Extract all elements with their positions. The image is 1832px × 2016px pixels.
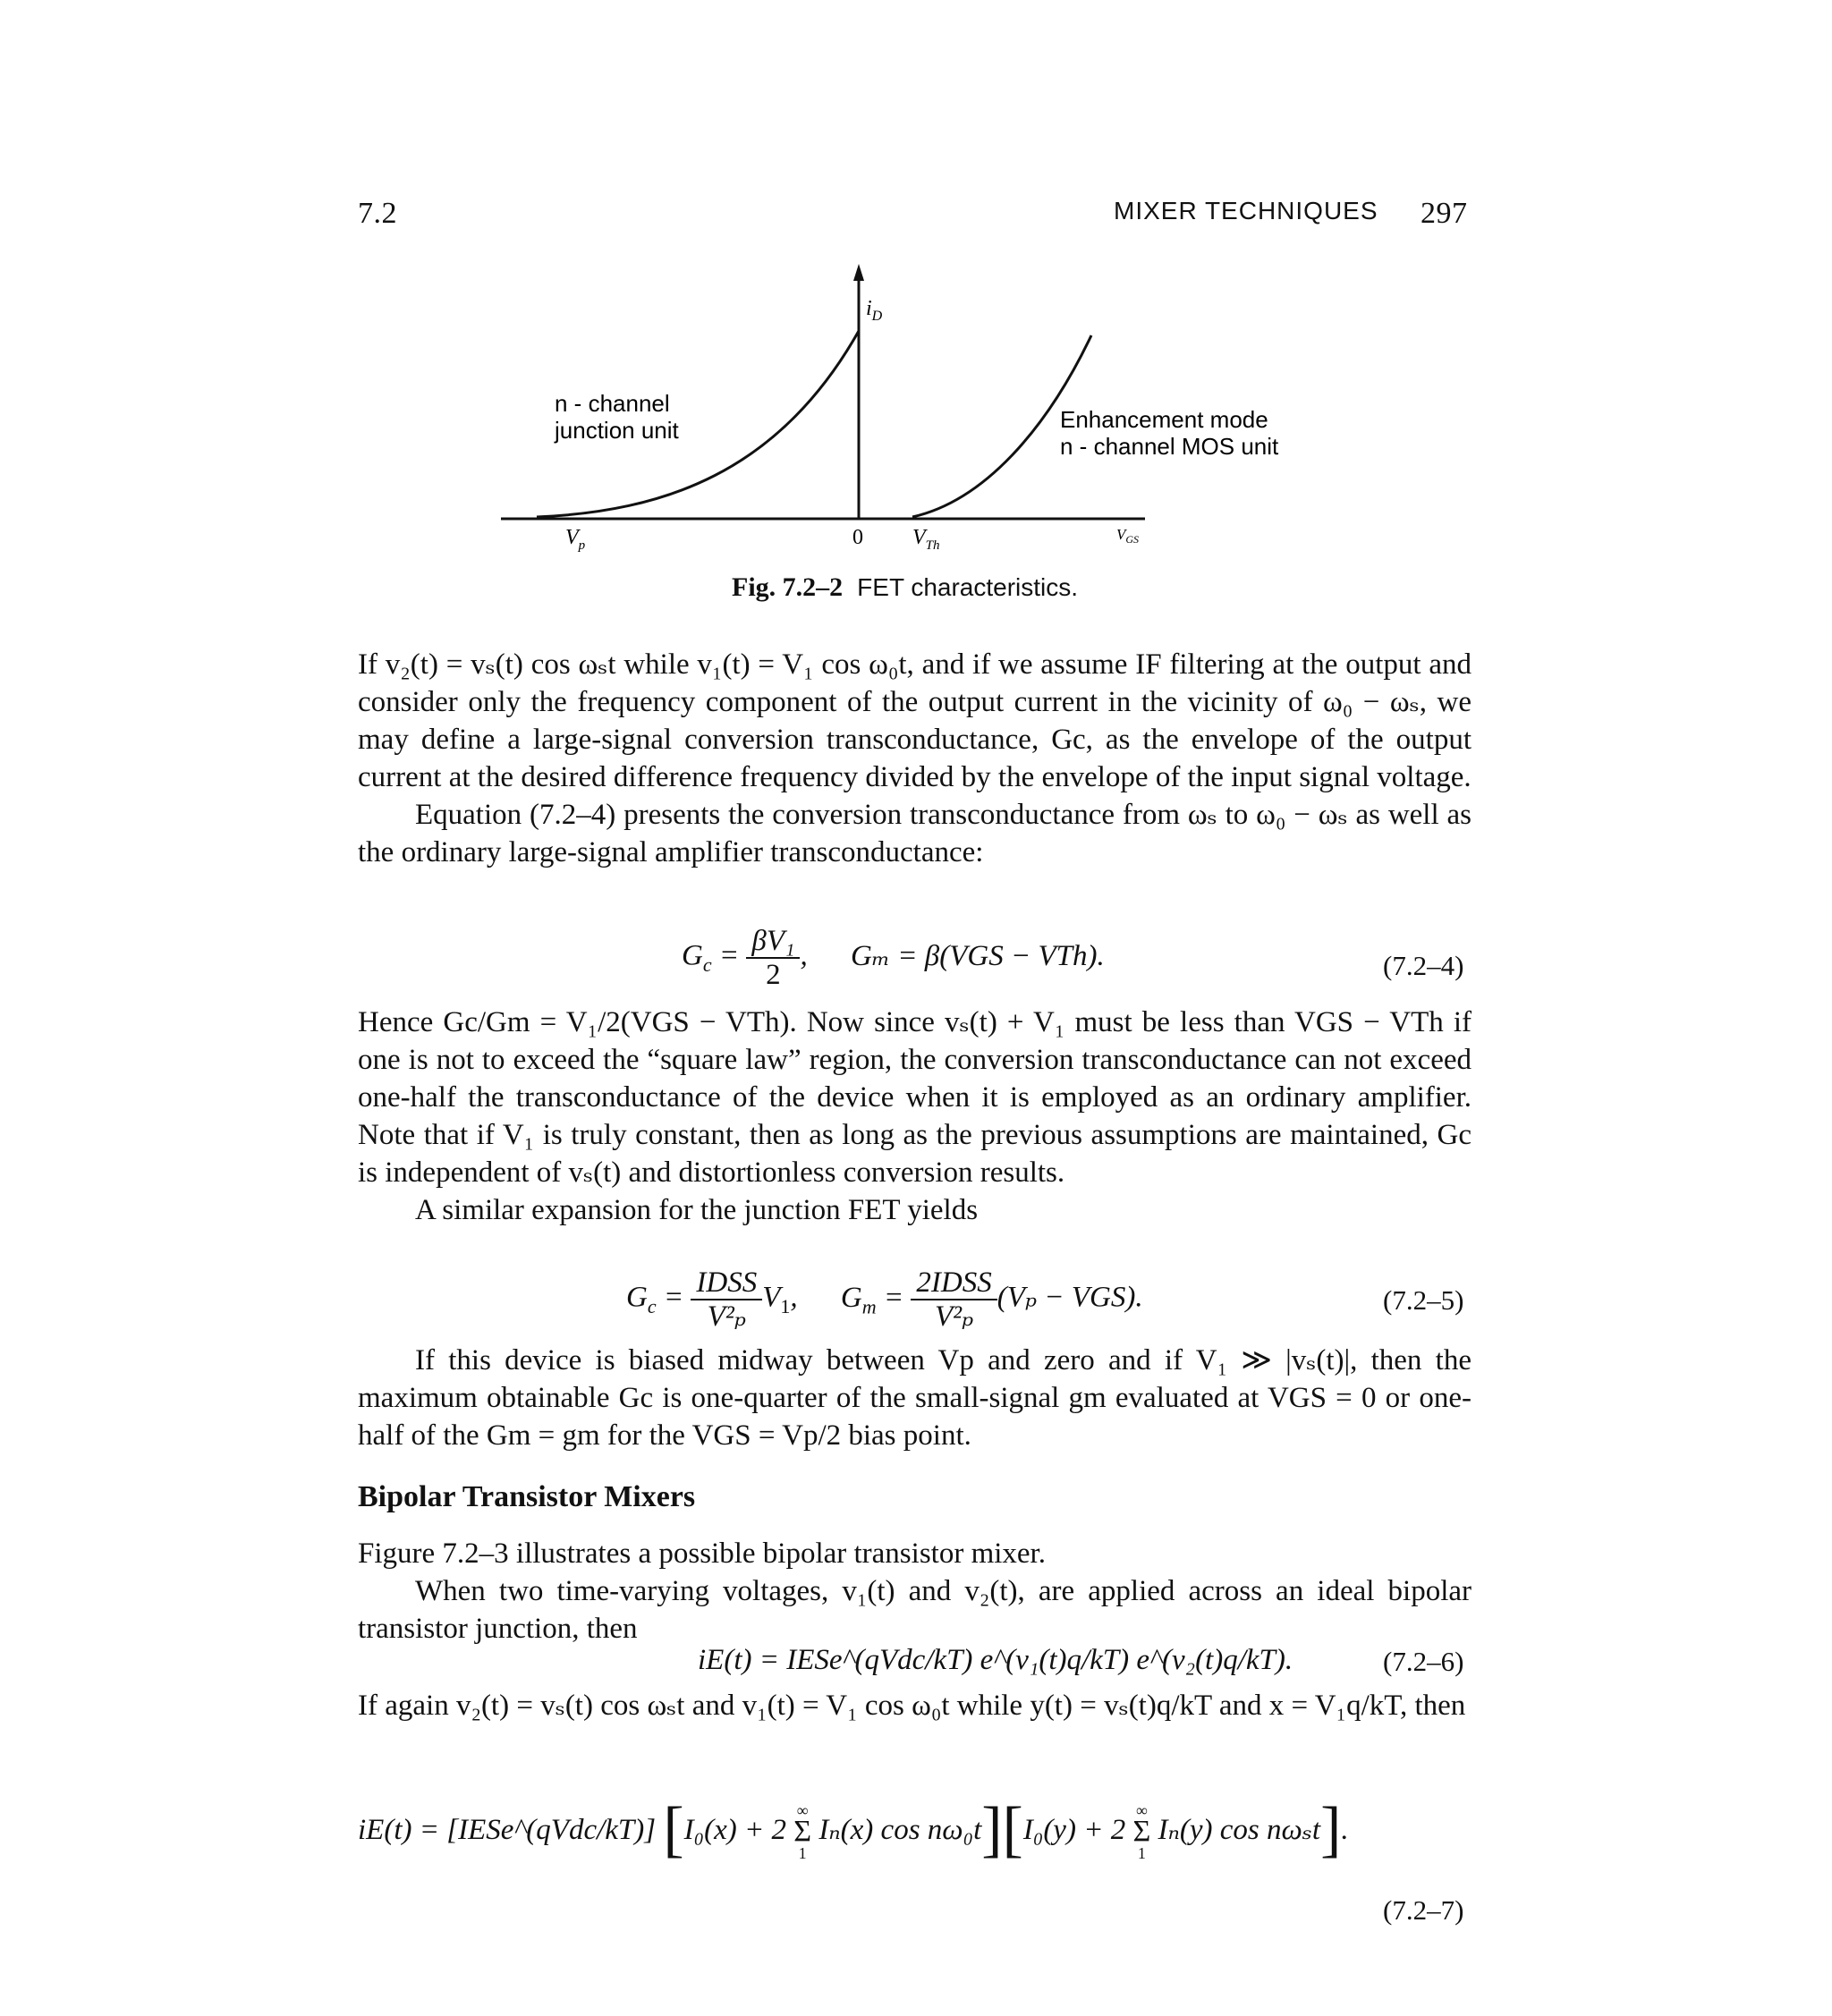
equation-number-7-2-5: (7.2–5) xyxy=(1383,1284,1464,1316)
caption-number: Fig. 7.2–2 xyxy=(732,572,844,602)
vp-tick-label: $V_p$ xyxy=(565,526,586,553)
running-title: MIXER TECHNIQUES xyxy=(1114,197,1378,224)
paragraph-1: If v₂(t) = vₛ(t) cos ωₛt while v₁(t) = V₁ cos ω₀t, and if we assume IF filtering at the output and consider only the frequency component of the output current in the vicinity of ω₀ − ωₛ, we may define a large-signal conversion transconductance, Gc, as the envelope of the output current at the desired difference frequency divided by the envelope of the input signal voltage. xyxy=(358,648,1472,793)
text-block-3 xyxy=(358,1342,1472,1454)
id-axis-arrow xyxy=(853,264,864,281)
paragraph-6: Figure 7.2–3 illustrates a possible bipolar transistor mixer. xyxy=(358,1537,1046,1570)
paragraph-3: Hence Gc/Gm = V₁/2(VGS − VTh). Now since vₛ(t) + V₁ must be less than VGS − VTh if one is not to exceed the “square law” region, the conversion transconductance can not exceed one-half the transconductance of the device when it is employed as an ordinary amplifier. Note that if V₁ is truly constant, then as long as the previous assumptions are maintained, Gc is independent of vₛ(t) and distortionless conversion results. xyxy=(358,1006,1472,1189)
eq5-fraction-a: IDSS V²ₚ xyxy=(691,1266,762,1333)
equation-7-2-7: iE(t) = [IESe^(qVdc/kT)] [I₀(x) + 2 ∞ Σ 1 Iₙ(x) cos nω₀t][I₀(y) + 2 ∞ Σ 1 Iₙ(y) cos nωₛt]. xyxy=(358,1795,1349,1864)
text-block-1 xyxy=(358,646,1472,871)
eq5-fraction-b: 2IDSS V²ₚ xyxy=(911,1266,997,1333)
equation-7-2-6: iE(t) = IESe^(qVdc/kT) e^(v₁(t)q/kT) e^(v₂(t)q/kT). xyxy=(698,1644,1293,1676)
jfet-label-line2: junction unit xyxy=(555,417,679,444)
id-label: $i_D$ xyxy=(866,297,883,324)
vth-tick-label: $V_{Th}$ xyxy=(912,526,940,553)
equation-number-7-2-7: (7.2–7) xyxy=(1383,1894,1464,1926)
paragraph-8: If again v₂(t) = vₛ(t) cos ωₛt and v₁(t) = V₁ cos ω₀t while y(t) = vₛ(t)q/kT and x = V₁q/kT, then xyxy=(358,1690,1466,1722)
section-number: 7.2 xyxy=(358,197,397,230)
mosfet-label-line1: Enhancement mode xyxy=(1060,406,1268,433)
summation-1: ∞ Σ 1 xyxy=(793,1801,812,1863)
paragraph-4: A similar expansion for the junction FET yields xyxy=(415,1194,979,1226)
fet-characteristics-figure xyxy=(501,259,1279,563)
caption-text: FET characteristics. xyxy=(857,573,1079,601)
zero-tick-label: 0 xyxy=(852,526,863,549)
figure-caption xyxy=(732,572,1078,603)
equation-7-2-4: $G_c$ = $\frac{\text{βV₁}}{2}$ , Gₘ = β(VGS − VTh). xyxy=(682,925,1105,991)
section-title: Bipolar Transistor Mixers xyxy=(358,1480,696,1513)
eq4-fraction: $\frac{\text{βV₁}}{2}$ xyxy=(746,925,800,991)
jfet-label-line1: n - channel xyxy=(555,390,670,417)
text-block-5 xyxy=(358,1687,1472,1724)
vgs-axis-label: $V_{GS}$ xyxy=(1116,526,1140,546)
equation-number-7-2-6: (7.2–6) xyxy=(1383,1646,1464,1677)
equation-number-7-2-4: (7.2–4) xyxy=(1383,950,1464,981)
paragraph-7: When two time-varying voltages, v₁(t) and v₂(t), are applied across an ideal bipolar transistor junction, then xyxy=(358,1575,1472,1645)
text-block-2 xyxy=(358,1004,1472,1229)
summation-2: ∞ Σ 1 xyxy=(1132,1801,1151,1863)
equation-7-2-5: $G_c$ = IDSS V²ₚ $V_1$, $G_m$ = 2IDSS V²ₚ (Vₚ − VGS). xyxy=(626,1266,1143,1333)
mosfet-label-line2: n - channel MOS unit xyxy=(1060,433,1279,460)
paragraph-2: Equation (7.2–4) presents the conversion transconductance from ωₛ to ω₀ − ωₛ as well as the ordinary large-signal amplifier transconductance: xyxy=(358,799,1472,868)
page-number: 297 xyxy=(1421,197,1468,230)
paragraph-5: If this device is biased midway between Vp and zero and if V₁ ≫ |vₛ(t)|, then the maximum obtainable Gc is one-quarter of the small-signal gm evaluated at VGS = 0 or one-half of the Gm = gm for the VGS = Vp/2 bias point. xyxy=(358,1344,1472,1452)
text-block-4 xyxy=(358,1535,1472,1648)
